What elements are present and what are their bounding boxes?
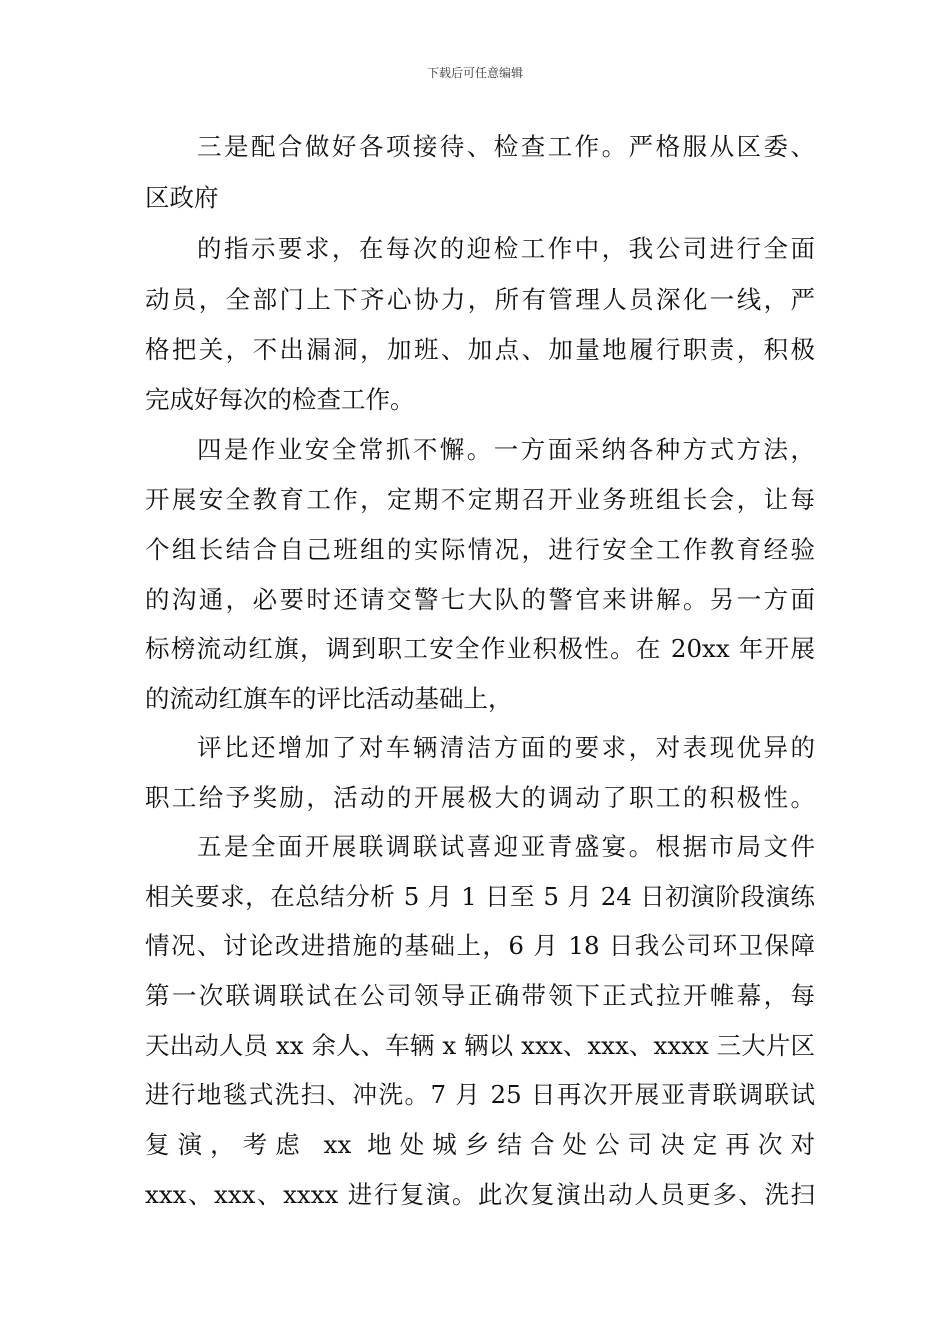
text-line: 区政府 (145, 183, 219, 212)
text-line: 第一次联调联试在公司领导正确带领下正式拉开帷幕，每 (145, 981, 815, 1010)
text-line: 标榜流动红旗，调到职工安全作业积极性。在 20xx 年开展 (145, 634, 815, 663)
text-line: 三是配合做好各项接待、检查工作。严格服从区委、 (197, 132, 815, 161)
text-line: 四是作业安全常抓不懈。一方面采纳各种方式方法， (197, 435, 815, 464)
text-line: 完成好每次的检查工作。 (145, 385, 415, 414)
text-line: 的指示要求，在每次的迎检工作中，我公司进行全面 (197, 234, 815, 263)
text-line: 格把关，不出漏洞，加班、加点、加量地履行职责，积极 (145, 335, 815, 364)
text-line: 评比还增加了对车辆清洁方面的要求，对表现优异的 (197, 733, 815, 762)
text-line: 复演，考虑 xx 地处城乡结合处公司决定再次对 (145, 1130, 815, 1159)
text-line: 相关要求，在总结分析 5 月 1 日至 5 月 24 日初演阶段演练 (145, 882, 815, 911)
text-line: 开展安全教育工作，定期不定期召开业务班组长会，让每 (145, 485, 815, 514)
text-line: 的沟通，必要时还请交警七大队的警官来讲解。另一方面 (145, 585, 815, 614)
text-line: 的流动红旗车的评比活动基础上， (145, 684, 513, 713)
text-line: xxx、xxx、xxxx 进行复演。此次复演出动人员更多、洗扫 (145, 1180, 815, 1209)
text-line: 动员，全部门上下齐心协力，所有管理人员深化一线，严 (145, 285, 815, 314)
text-line: 个组长结合自己班组的实际情况，进行安全工作教育经验 (145, 535, 815, 564)
text-line: 进行地毯式洗扫、冲洗。7 月 25 日再次开展亚青联调联试 (145, 1080, 815, 1109)
text-line: 天出动人员 xx 余人、车辆 x 辆以 xxx、xxx、xxxx 三大片区 (145, 1031, 815, 1060)
text-line: 五是全面开展联调联试喜迎亚青盛宴。根据市局文件 (197, 832, 815, 861)
page-header: 下载后可任意编辑 (426, 66, 523, 80)
text-line: 职工给予奖励，活动的开展极大的调动了职工的积极性。 (145, 783, 815, 812)
text-line: 情况、讨论改进措施的基础上，6 月 18 日我公司环卫保障 (145, 931, 815, 960)
